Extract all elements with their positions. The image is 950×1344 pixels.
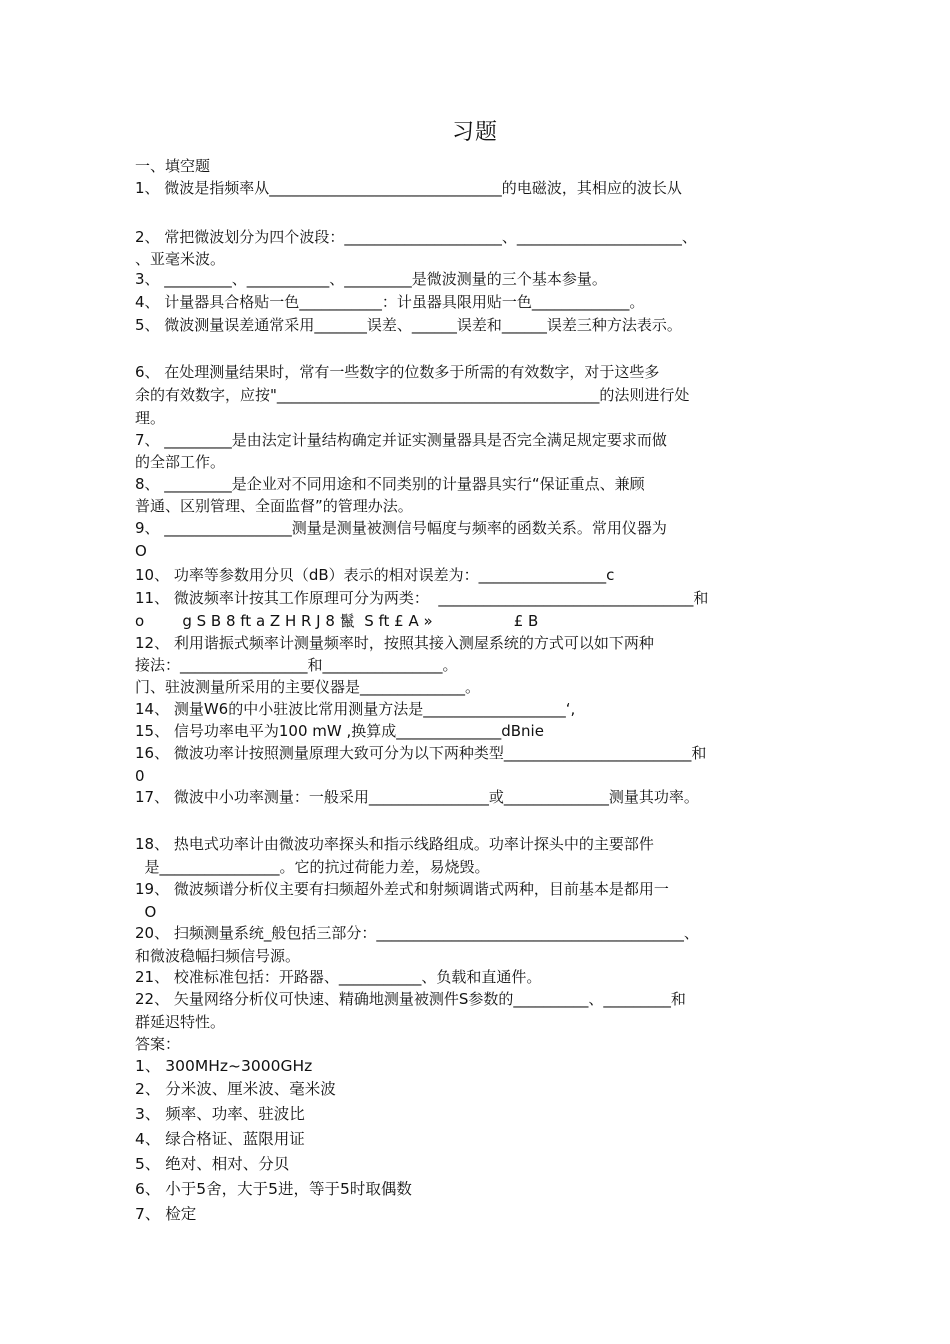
question-20-line-2: 和微波稳幅扫频信号源。 bbox=[135, 947, 301, 965]
question-19-line-1: 19、 微波频谱分析仪主要有扫频超外差式和射频调谐式两种，目前基本是都用一 bbox=[135, 880, 669, 898]
question-22-line-1: 22、 矢量网络分析仪可快速、精确地测量被测件S参数的__________、_________和 bbox=[135, 990, 686, 1008]
question-10-line-1: 10、 功率等参数用分贝（dB）表示的相对误差为：_________________c bbox=[135, 566, 615, 584]
question-12-line-2: 接法：_________________和________________。 bbox=[135, 656, 458, 674]
question-5-line-1: 5、 微波测量误差通常采用_______误差、______误差和______误差三种方法表示。 bbox=[135, 316, 682, 334]
answer-2: 2、 分米波、厘米波、毫米波 bbox=[135, 1080, 336, 1098]
question-9-line-1: 9、 _________________测量是测量被测信号幅度与频率的函数关系。常用仪器为 bbox=[135, 519, 667, 537]
answer-3: 3、 频率、功率、驻波比 bbox=[135, 1105, 305, 1123]
question-19-line-2: O bbox=[135, 903, 157, 921]
question-15-line-1: 15、 信号功率电平为100 mW ,换算成______________dBnie bbox=[135, 722, 544, 740]
question-8-line-2: 普通、区别管理、全面监督”的管理办法。 bbox=[135, 497, 413, 515]
question-16-line-1: 16、 微波功率计按照测量原理大致可分为以下两种类型_________________________和 bbox=[135, 744, 707, 762]
question-6-line-1: 6、 在处理测量结果时，常有一些数字的位数多于所需的有效数字，对于这些多 bbox=[135, 363, 660, 381]
answers-heading: 答案： bbox=[135, 1035, 181, 1053]
question-2-line-2: 、亚毫米波。 bbox=[135, 250, 226, 268]
question-17-line-1: 17、 微波中小功率测量：一般采用________________或______________测量其功率。 bbox=[135, 788, 699, 806]
question-21-line-1: 21、 校准标准包括：开路器、___________、负载和直通件。 bbox=[135, 968, 542, 986]
question-7-line-1: 7、 _________是由法定计量结构确定并证实测量器具是否完全满足规定要求而做 bbox=[135, 431, 667, 449]
question-3-line-1: 3、 _________、___________、_________是微波测量的三个基本参量。 bbox=[135, 270, 607, 288]
answer-7: 7、 检定 bbox=[135, 1205, 197, 1223]
answer-1: 1、 300MHz~3000GHz bbox=[135, 1057, 313, 1075]
question-18-line-2: 是________________。它的抗过荷能力差，易烧毁。 bbox=[135, 858, 490, 876]
section-heading: 一、填空题 bbox=[135, 157, 211, 175]
question-12-line-1: 12、 利用谐振式频率计测量频率时，按照其接入测屋系统的方式可以如下两种 bbox=[135, 634, 654, 652]
question-14-line-1: 14、 测量W6的中小驻波比常用测量方法是___________________‘, bbox=[135, 700, 576, 718]
answer-6: 6、 小于5舍，大于5进，等于5时取偶数 bbox=[135, 1180, 412, 1198]
answer-4: 4、 绿合格证、蓝限用证 bbox=[135, 1130, 305, 1148]
question-7-line-2: 的全部工作。 bbox=[135, 453, 226, 471]
question-16-line-2: 0 bbox=[135, 767, 145, 785]
question-6-line-2: 余的有效数字，应按"___________________________________________的法则进行处 bbox=[135, 386, 690, 404]
question-6-line-3: 理。 bbox=[135, 409, 166, 427]
question-1-line-1: 1、 微波是指频率从_______________________________的电磁波，其相应的波长从 bbox=[135, 179, 682, 197]
question-2-line-1: 2、 常把微波划分为四个波段：_____________________、______________________、 bbox=[135, 228, 697, 246]
question-13-line-1: 门、驻波测量所采用的主要仪器是______________。 bbox=[135, 678, 481, 696]
page-title: 习题 bbox=[451, 120, 498, 145]
question-11-line-1: 11、 微波频率计按其工作原理可分为两类： __________________________________和 bbox=[135, 589, 709, 607]
question-4-line-1: 4、 计量器具合格贴一色___________：计虽器具限用贴一色_____________。 bbox=[135, 293, 645, 311]
question-11-line-2: o g S B 8 ft a Z H R J 8 鬣 S ft £ A » £ B bbox=[135, 612, 539, 630]
question-8-line-1: 8、 _________是企业对不同用途和不同类别的计量器具实行“保证重点、兼顾 bbox=[135, 475, 645, 493]
question-18-line-1: 18、 热电式功率计由微波功率探头和指示线路组成。功率计探头中的主要部件 bbox=[135, 835, 654, 853]
question-20-line-1: 20、 扫频测量系统_般包括三部分：_________________________________________、 bbox=[135, 924, 699, 942]
answer-5: 5、 绝对、相对、分贝 bbox=[135, 1155, 290, 1173]
question-22-line-2: 群延迟特性。 bbox=[135, 1013, 226, 1031]
question-9-line-2: O bbox=[135, 542, 147, 560]
